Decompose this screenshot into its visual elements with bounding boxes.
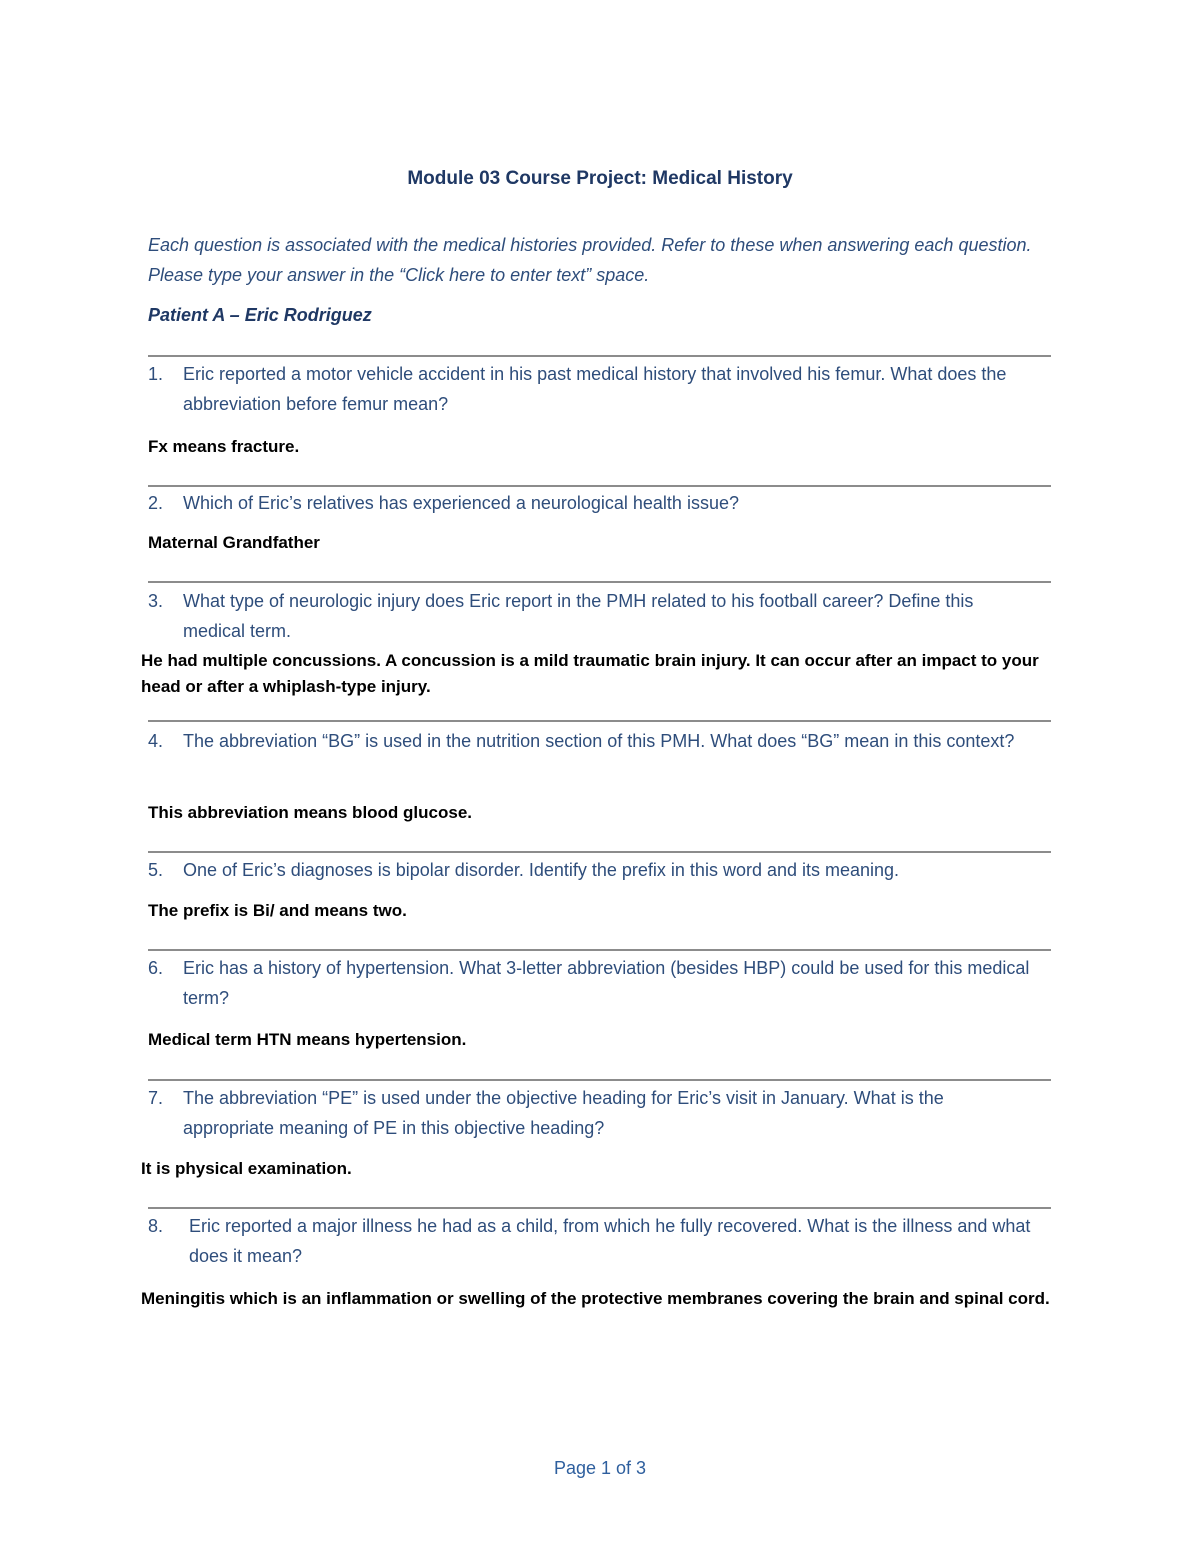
- question-text: Which of Eric’s relatives has experienced a neurological health issue?: [183, 493, 739, 513]
- question-number: 3.: [148, 591, 164, 611]
- question-2: [148, 488, 1033, 518]
- question-text: One of Eric’s diagnoses is bipolar disorder. Identify the prefix in this word and its meaning.: [183, 860, 900, 880]
- page-number: Page 1 of 3: [553, 1458, 647, 1478]
- instructions-text: Each question is associated with the medical histories provided. Refer to these when answering each question. Please type your answer in the “Click here to enter text” space.: [148, 235, 1032, 285]
- question-divider: [148, 851, 1051, 853]
- question-text: What type of neurologic injury does Eric report in the PMH related to his football career? Define this medical term.: [183, 591, 974, 641]
- question-text: The abbreviation “BG” is used in the nutrition section of this PMH. What does “BG” mean in this context?: [183, 731, 1015, 751]
- answer-1: Fx means fracture.: [148, 437, 300, 456]
- question-1: [148, 359, 1033, 419]
- question-number: 5.: [148, 860, 164, 880]
- question-number: 4.: [148, 731, 164, 751]
- answer-6: Medical term HTN means hypertension.: [148, 1030, 467, 1049]
- question-divider: [148, 355, 1051, 357]
- question-8: [148, 1211, 1033, 1271]
- answer-2: Maternal Grandfather: [148, 533, 320, 552]
- question-divider: [148, 1079, 1051, 1081]
- question-number: 1.: [148, 364, 164, 384]
- question-text: Eric reported a major illness he had as a child, from which he fully recovered. What is the illness and what does it mean?: [189, 1216, 1031, 1266]
- question-divider: [148, 581, 1051, 583]
- question-number: 2.: [148, 493, 164, 513]
- question-divider: [148, 949, 1051, 951]
- page-title: Module 03 Course Project: Medical History: [407, 168, 793, 189]
- question-7: [148, 1083, 1033, 1143]
- answer-7: It is physical examination.: [141, 1159, 352, 1178]
- question-4: [148, 726, 1033, 756]
- question-6: [148, 953, 1033, 1013]
- question-number: 7.: [148, 1088, 164, 1108]
- answer-4: This abbreviation means blood glucose.: [148, 803, 473, 822]
- answer-8: Meningitis which is an inflammation or swelling of the protective membranes covering the brain and spinal cord.: [141, 1289, 1050, 1308]
- answer-5: The prefix is Bi/ and means two.: [148, 901, 407, 920]
- question-text: Eric has a history of hypertension. What 3-letter abbreviation (besides HBP) could be used for this medical term?: [183, 958, 1030, 1008]
- question-divider: [148, 1207, 1051, 1209]
- patient-heading: Patient A – Eric Rodriguez: [148, 305, 372, 325]
- question-divider: [148, 720, 1051, 722]
- question-text: The abbreviation “PE” is used under the objective heading for Eric’s visit in January. What is the appropriate meaning of PE in this objective heading?: [183, 1088, 944, 1138]
- question-3: [148, 586, 1033, 646]
- question-number: 6.: [148, 958, 164, 978]
- question-number: 8.: [148, 1216, 164, 1236]
- question-5: [148, 855, 1033, 885]
- answer-3: He had multiple concussions. A concussion is a mild traumatic brain injury. It can occur after an impact to your head or after a whiplash-type injury.: [141, 651, 1039, 696]
- question-divider: [148, 485, 1051, 487]
- question-text: Eric reported a motor vehicle accident in his past medical history that involved his femur. What does the abbreviation before femur mean?: [183, 364, 1007, 414]
